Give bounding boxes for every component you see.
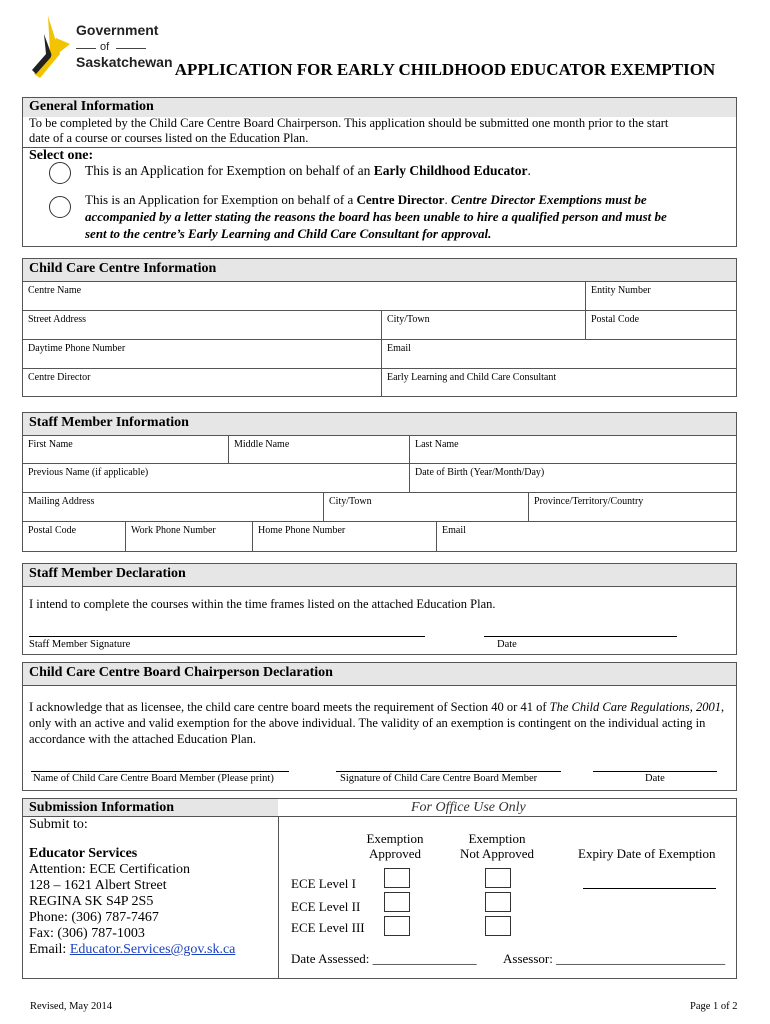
level-2-not-approved-checkbox[interactable] [485,892,511,912]
staff-row-4 [23,522,736,551]
last-name-field[interactable]: Last Name [409,436,736,463]
board-declaration-section [22,662,737,791]
centre-director-option-label: This is an Application for Exemption on behalf of a Centre Director. Centre Director Exemptions must be accompanied by a letter stating the reasons the board has been unable to hire a qualified person and must be sent to the centre’s Early Learning and Child Care Consultant for approval. [85,192,667,241]
centre-city-field[interactable]: City/Town [381,311,585,339]
expiry-date-line[interactable] [583,888,716,889]
expiry-date-label: Expiry Date of Exemption [578,846,716,861]
city-label: REGINA SK S4P 2S5 [29,894,154,909]
select-one-label: Select one: [29,148,94,163]
level-2-approved-checkbox[interactable] [384,892,410,912]
staff-declaration-text: I intend to complete the courses within the time frames listed on the attached Education Plan. [29,597,496,611]
staff-row-3 [23,493,736,522]
home-phone-field[interactable]: Home Phone Number [252,522,436,551]
board-declaration-line1: I acknowledge that as licensee, the child care centre board meets the requirement of Section 40 or 41 of The Child Care Regulations, 2001, [29,700,725,714]
educator-services-label: Educator Services [29,846,138,861]
logo-line3: Saskatchewan [76,54,173,70]
date-of-birth-field[interactable]: Date of Birth (Year/Month/Day) [409,464,736,492]
assessor-field[interactable]: Assessor: __________________________ [503,951,726,966]
submit-to-label: Submit to: [29,817,88,832]
level-3-not-approved-checkbox[interactable] [485,916,511,936]
level-1-not-approved-checkbox[interactable] [485,868,511,888]
general-intro-line2: date of a course or courses listed on the Education Plan. [29,131,309,145]
level-3-approved-checkbox[interactable] [384,916,410,936]
centre-row-4 [23,369,736,397]
staff-information-section [22,412,737,552]
board-declaration-header: Child Care Centre Board Chairperson Declaration [23,663,736,686]
centre-row-1 [23,282,736,311]
centre-information-section [22,258,737,397]
board-member-name-label: Name of Child Care Centre Board Member (Please print) [33,773,274,784]
centre-director-field[interactable]: Centre Director [28,372,91,383]
mailing-address-field[interactable]: Mailing Address [28,496,95,507]
email-line: Email: Educator.Services@gov.sk.ca [29,942,236,957]
centre-street-address-field[interactable]: Street Address [28,314,87,325]
general-intro-line1: To be completed by the Child Care Centre Board Chairperson. This application should be submitted one month prior to the start [29,116,669,130]
centre-information-header: Child Care Centre Information [23,259,736,282]
staff-declaration-section [22,563,737,655]
first-name-field[interactable]: First Name [28,439,73,450]
daytime-phone-field[interactable]: Daytime Phone Number [28,343,126,354]
fax-label: Fax: (306) 787-1003 [29,926,145,941]
submission-header: Submission Information [29,800,175,815]
entity-number-field[interactable]: Entity Number [585,282,736,310]
not-approved-column-header: Exemption Not Approved [459,831,535,861]
ece-option-label: This is an Application for Exemption on behalf of an Early Childhood Educator. [85,163,531,178]
ece-level-3-label: ECE Level III [291,920,365,935]
ece-level-2-label: ECE Level II [291,899,361,914]
attention-label: Attention: ECE Certification [29,862,190,877]
centre-director-option-radio[interactable] [49,196,71,218]
page-number: Page 1 of 2 [690,1001,738,1012]
board-member-signature-line[interactable] [336,771,561,772]
staff-signature-label: Staff Member Signature [29,639,131,650]
ece-option-radio[interactable] [49,162,71,184]
street-label: 128 – 1621 Albert Street [29,878,167,893]
revised-date: Revised, May 2014 [30,1001,112,1012]
logo-line2: of [100,41,110,53]
staff-declaration-header: Staff Member Declaration [23,564,736,587]
logo-line1: Government [76,22,159,38]
phone-label: Phone: (306) 787-7467 [29,910,159,925]
centre-row-3 [23,340,736,369]
board-member-name-line[interactable] [31,771,289,772]
staff-city-field[interactable]: City/Town [323,493,528,521]
board-date-label: Date [645,773,665,784]
staff-postal-code-field[interactable]: Postal Code [28,525,77,536]
board-date-line[interactable] [593,771,717,772]
general-information-header: General Information [23,98,736,117]
centre-email-field[interactable]: Email [381,340,736,368]
date-assessed-field[interactable]: Date Assessed: ________________ [291,951,477,966]
middle-name-field[interactable]: Middle Name [228,436,409,463]
board-declaration-line3: accordance with the attached Education Plan. [29,732,256,746]
level-1-approved-checkbox[interactable] [384,868,410,888]
centre-postal-code-field[interactable]: Postal Code [585,311,736,339]
office-use-label: For Office Use Only [411,800,526,815]
consultant-field[interactable]: Early Learning and Child Care Consultant [381,369,736,397]
submission-section [22,798,737,979]
work-phone-field[interactable]: Work Phone Number [125,522,252,551]
ece-level-1-label: ECE Level I [291,876,356,891]
centre-name-field[interactable]: Centre Name [28,285,82,296]
staff-signature-line[interactable] [29,636,425,637]
staff-email-field[interactable]: Email [436,522,736,551]
province-field[interactable]: Province/Territory/Country [528,493,736,521]
staff-information-header: Staff Member Information [23,413,736,436]
staff-date-line[interactable] [484,636,677,637]
general-information-section [22,97,737,247]
page-title: APPLICATION FOR EARLY CHILDHOOD EDUCATOR EXEMPTION [174,60,716,79]
educator-services-email-link[interactable]: Educator.Services@gov.sk.ca [69,942,236,957]
board-member-signature-label: Signature of Child Care Centre Board Member [340,773,538,784]
staff-date-label: Date [497,639,517,650]
staff-row-1 [23,436,736,464]
previous-name-field[interactable]: Previous Name (if applicable) [28,467,149,478]
centre-row-2 [23,311,736,340]
staff-row-2 [23,464,736,493]
approved-column-header: Exemption Approved [366,831,424,861]
board-declaration-line2: only with an active and valid exemption for the above individual. The validity of an exemption is contingent on the individual acting in [29,716,706,730]
